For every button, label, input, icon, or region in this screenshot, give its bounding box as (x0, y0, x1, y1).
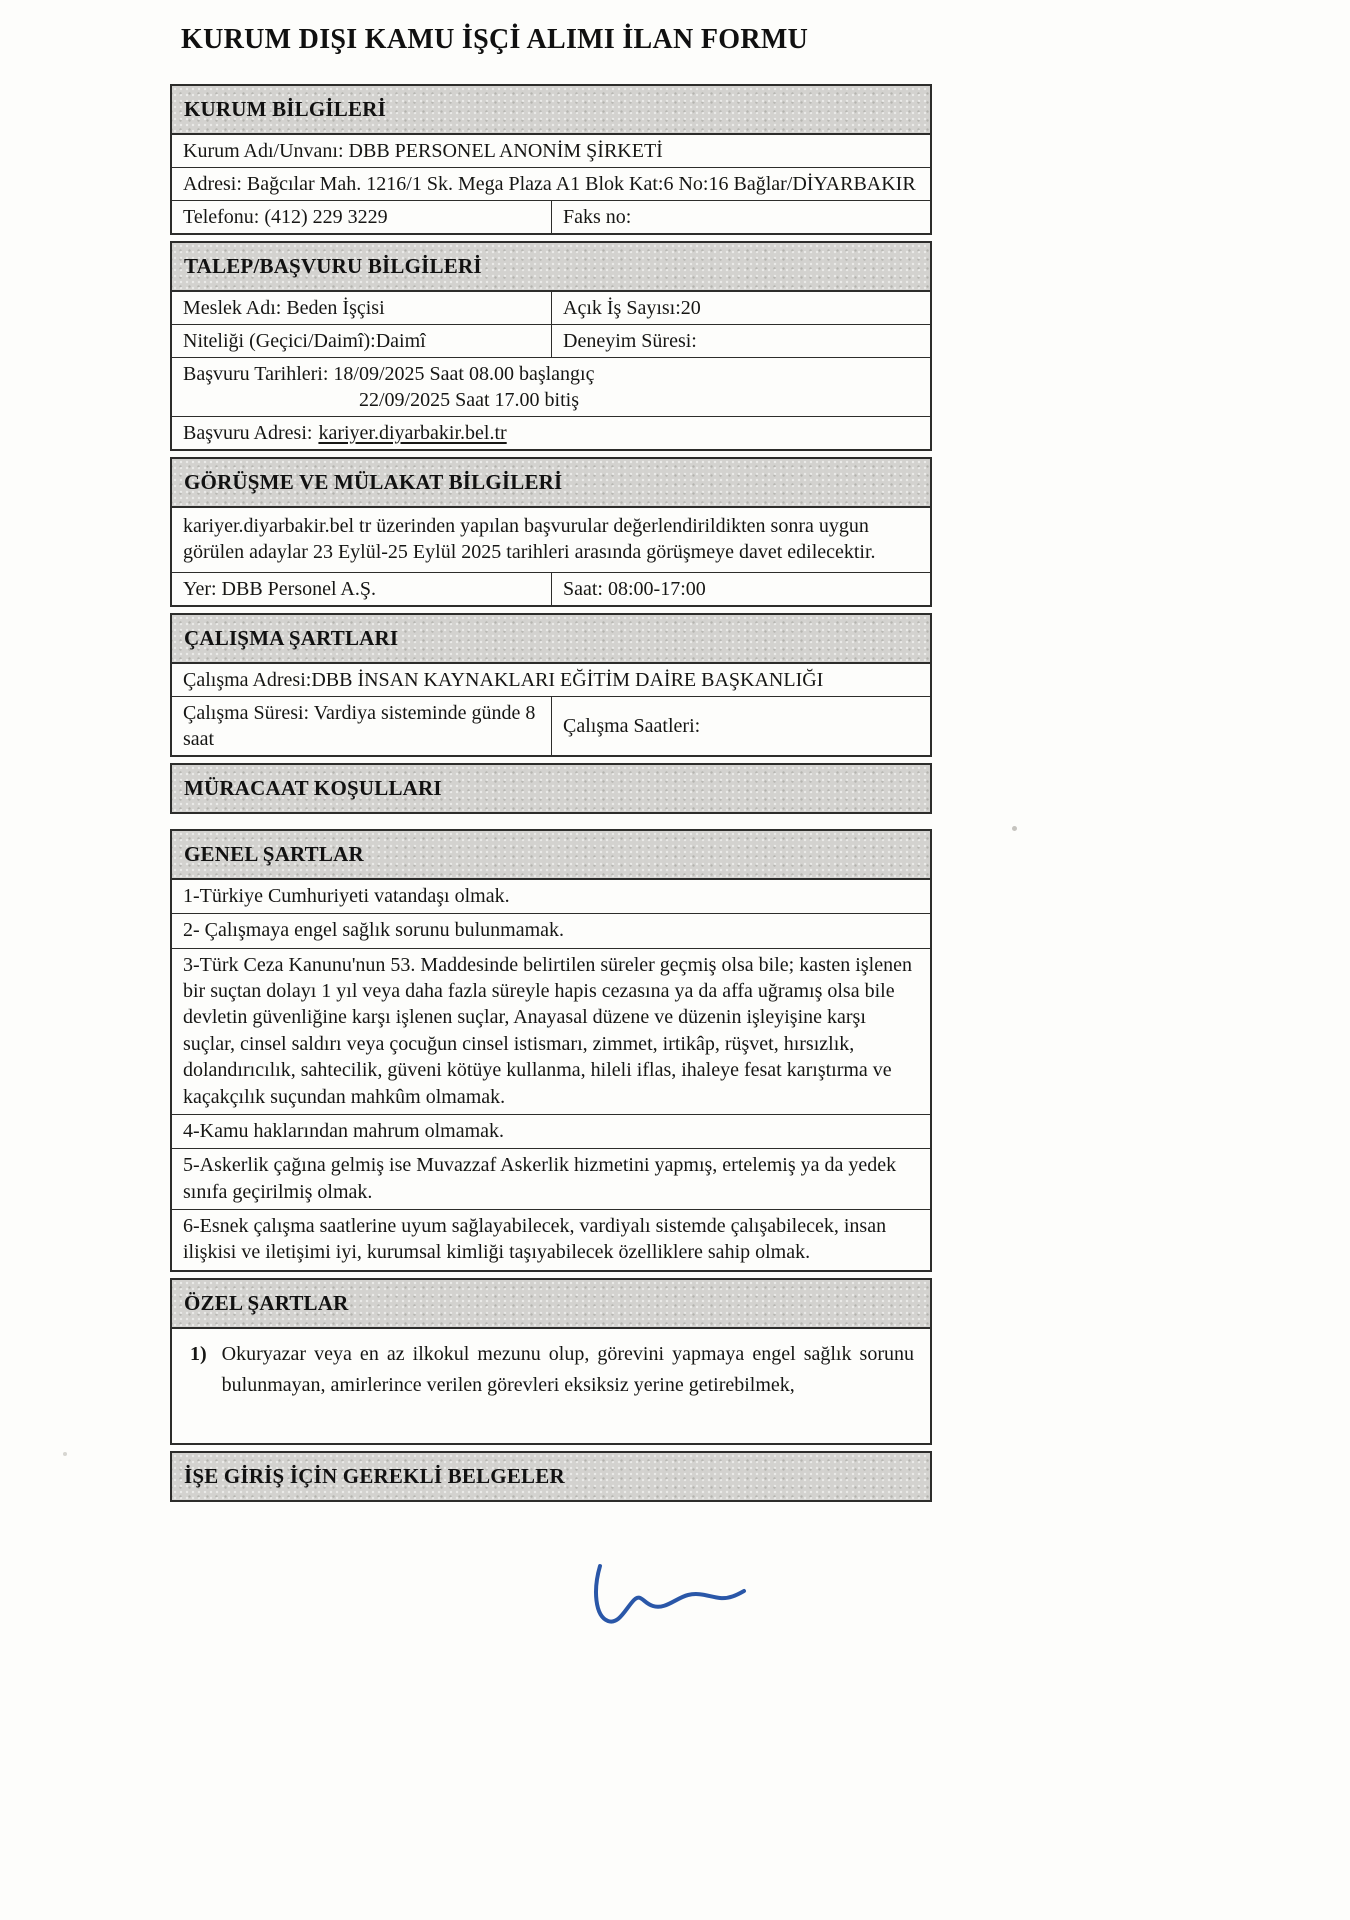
row-telefon-faks (172, 201, 930, 233)
section-header-kurum-bilgileri: KURUM BİLGİLERİ (172, 86, 930, 135)
section-header-genel-sartlar: GENEL ŞARTLAR (172, 831, 930, 880)
signature-scribble (588, 1556, 753, 1646)
cell-deneyim-suresi: Deneyim Süresi: (551, 325, 930, 357)
genel-sart-item-5: 5-Askerlik çağına gelmiş ise Muvazzaf Askerlik hizmetini yapmış, ertelemiş ya da yedek sınıfa geçirilmiş olmak. (172, 1149, 930, 1210)
row-basvuru-tarihleri (172, 358, 930, 417)
cell-meslek-adi: Meslek Adı: Beden İşçisi (183, 297, 385, 319)
cell-saat: Saat: 08:00-17:00 (551, 573, 930, 605)
row-meslek-acikis (172, 292, 930, 325)
page-title: KURUM DIŞI KAMU İŞÇİ ALIMI İLAN FORMU (181, 24, 809, 55)
cell-yer: Yer: DBB Personel A.Ş. (183, 577, 376, 600)
section-header-talep-basvuru: TALEP/BAŞVURU BİLGİLERİ (172, 243, 930, 292)
scan-speckle (63, 1452, 67, 1456)
genel-sart-item-3: 3-Türk Ceza Kanunu'nun 53. Maddesinde belirtilen süreler geçmiş olsa bile; kasten işlenen bir suçtan dolayı 1 yıl veya daha fazla süreyle hapis cezasına ya da affa uğramış olsa bile devletin güvenliğine karşı işlenen suçlar, Anayasal düzene ve düzenin işleyişine karşı suçlar, cinsel saldırı veya çocuğun cinsel istismarı, zimmet, irtikâp, rüşvet, hırsızlık, dolandırıcılık, sahtecilik, güveni kötüye kullanma, hileli iflas, ihaleye fesat karıştırma ve kaçakçılık suçundan mahkûm olmamak. (172, 949, 930, 1115)
cell-calisma-suresi: Çalışma Süresi: Vardiya sisteminde günde 8 saat (183, 701, 536, 750)
cell-niteligi: Niteliği (Geçici/Daimî):Daimî (183, 330, 426, 352)
section-header-ozel-sartlar: ÖZEL ŞARTLAR (172, 1280, 930, 1329)
basvuru-tarihi-bitis: 22/09/2025 Saat 17.00 bitiş (359, 389, 579, 411)
scan-speckle (1012, 826, 1017, 831)
ozel-sart-item-1 (172, 1329, 930, 1443)
basvuru-adresi-url: kariyer.diyarbakir.bel.tr (318, 422, 507, 444)
genel-sart-item-4: 4-Kamu haklarından mahrum olmamak. (172, 1115, 930, 1149)
section-header-gorusme-mulakat: GÖRÜŞME VE MÜLAKAT BİLGİLERİ (172, 459, 930, 508)
ozel-sart-item-number: 1) (190, 1342, 207, 1365)
row-basvuru-adresi (172, 417, 930, 449)
form-table (170, 84, 932, 1508)
section-ozel-sartlar (170, 1278, 932, 1445)
cell-calisma-saatleri: Çalışma Saatleri: (551, 697, 930, 755)
genel-sart-item-2: 2- Çalışmaya engel sağlık sorunu bulunmamak. (172, 914, 930, 948)
cell-faks: Faks no: (551, 201, 930, 233)
row-nitelik-deneyim (172, 325, 930, 358)
section-muracaat-kosullari (170, 763, 932, 814)
gorusme-aciklama: kariyer.diyarbakir.bel tr üzerinden yapılan başvurular değerlendirildikten sonra uygun görülen adaylar 23 Eylül-25 Eylül 2025 tarihleri arasında görüşmeye davet edilecektir. (172, 508, 930, 573)
section-kurum-bilgileri (170, 84, 932, 235)
section-ise-giris-belgeler (170, 1451, 932, 1502)
section-genel-sartlar (170, 829, 932, 1272)
section-calisma-sartlari (170, 613, 932, 757)
cell-telefonu: Telefonu: (412) 229 3229 (183, 206, 388, 228)
genel-sart-item-1: 1-Türkiye Cumhuriyeti vatandaşı olmak. (172, 880, 930, 914)
row-yer-saat (172, 573, 930, 605)
row-calisma-adresi: Çalışma Adresi:DBB İNSAN KAYNAKLARI EĞİTİM DAİRE BAŞKANLIĞI (172, 664, 930, 697)
ozel-sart-item-text: Okuryazar veya en az ilkokul mezunu olup, görevini yapmaya engel sağlık sorunu bulunmayan, amirlerince verilen görevleri eksiksiz yerine getirebilmek, (221, 1342, 914, 1396)
section-talep-basvuru (170, 241, 932, 451)
basvuru-adresi-label: Başvuru Adresi: (183, 422, 313, 444)
genel-sart-item-6: 6-Esnek çalışma saatlerine uyum sağlayabilecek, vardiyalı sistemde çalışabilecek, insan ilişkisi ve iletişimi iyi, kurumsal kimliği taşıyabilecek özelliklere sahip olmak. (183, 1215, 887, 1264)
row-kurum-adi: Kurum Adı/Unvanı: DBB PERSONEL ANONİM ŞİRKETİ (172, 135, 930, 168)
section-header-ise-giris-belgeler: İŞE GİRİŞ İÇİN GEREKLİ BELGELER (172, 1453, 930, 1500)
basvuru-tarihi-baslangic: Başvuru Tarihleri: 18/09/2025 Saat 08.00 başlangıç (183, 363, 595, 385)
section-header-muracaat-kosullari: MÜRACAAT KOŞULLARI (172, 765, 930, 812)
section-gorusme-mulakat (170, 457, 932, 607)
row-calisma-suresi-saatleri (172, 697, 930, 755)
cell-acik-is-sayisi: Açık İş Sayısı:20 (551, 292, 930, 324)
section-header-calisma-sartlari: ÇALIŞMA ŞARTLARI (172, 615, 930, 664)
row-adresi: Adresi: Bağcılar Mah. 1216/1 Sk. Mega Plaza A1 Blok Kat:6 No:16 Bağlar/DİYARBAKIR (172, 168, 930, 201)
